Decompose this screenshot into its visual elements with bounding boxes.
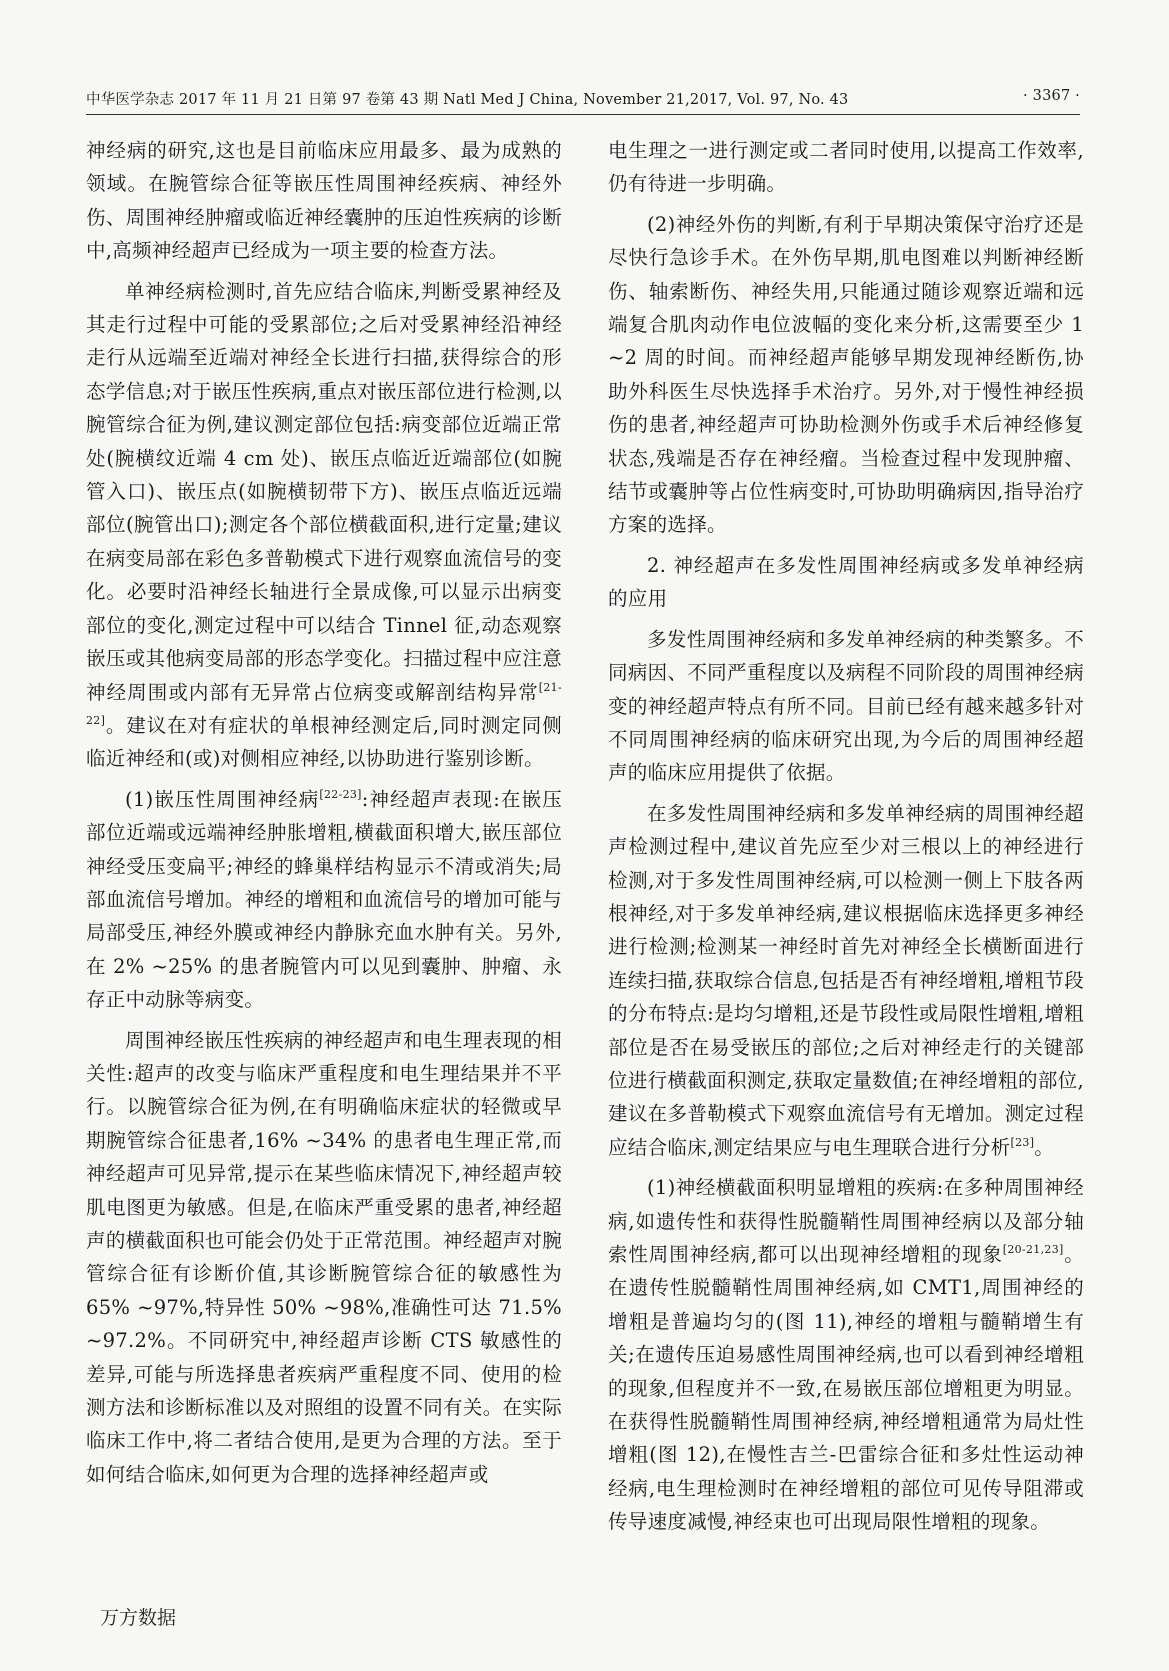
paragraph: 神经病的研究,这也是目前临床应用最多、最为成熟的领域。在腕管综合征等嵌压性周围神经疾病、神经外伤、周围神经肿瘤或临近神经囊肿的压迫性疾病的诊断中,高频神经超声已经成为一项主要的检查方法。 (86, 139, 562, 263)
paragraph: (2)神经外伤的判断,有利于早期决策保守治疗还是尽快行急诊手术。在外伤早期,肌电图难以判断神经断伤、轴索断伤、神经失用,只能通过随诊观察近端和远端复合肌肉动作电位波幅的变化来分析,这需要至少 1 ~2 周的时间。而神经超声能够早期发现神经断伤,协助外科医生尽快选择手术治疗。另外,对于慢性神经损伤的患者,神经超声可协助检测外伤或手术后神经修复状态,残端是否存在神经瘤。当检查过程中发现肿瘤、结节或囊肿等占位性病变时,可协助明确病因,指导治疗方案的选择。 (608, 212, 1084, 537)
right-column (608, 134, 1084, 1546)
paragraph: (1)神经横截面积明显增粗的疾病:在多种周围神经病,如遗传性和获得性脱髓鞘性周围神经病以及部分轴索性周围神经病,都可以出现神经增粗的现象[20-21,23]。在遗传性脱髓鞘性周围神经病,如 CMT1,周围神经的增粗是普遍均匀的(图 11),神经的增粗与髓鞘增生有关;在遗传压迫易感性周围神经病,也可以看到神经增粗的现象,但程度并不一致,在易嵌压部位增粗更为明显。在获得性脱髓鞘性周围神经病,神经增粗通常为局灶性增粗(图 12),在慢性吉兰-巴雷综合征和多灶性运动神经病,电生理检测时在神经增粗的部位可见传导阻滞或传导速度减慢,神经束也可出现局限性增粗的现象。 (608, 1176, 1084, 1534)
citation: [23] (1010, 1135, 1035, 1149)
page-number: · 3367 · (1023, 88, 1080, 104)
left-column (86, 134, 562, 1498)
source-watermark: 万方数据 (100, 1607, 177, 1629)
section-heading: 2. 神经超声在多发性周围神经病或多发单神经病的应用 (608, 553, 1084, 611)
running-header (86, 88, 1080, 112)
citation: [20-21,23] (1002, 1242, 1064, 1256)
paragraph: 电生理之一进行测定或二者同时使用,以提高工作效率,仍有待进一步明确。 (608, 139, 1084, 196)
paragraph: (1)嵌压性周围神经病[22-23]:神经超声表现:在嵌压部位近端或远端神经肿胀增粗,横截面积增大,嵌压部位神经受压变扁平;神经的蜂巢样结构显示不清或消失;局部血流信号增加。神经的增粗和血流信号的增加可能与局部受压,神经外膜或神经内静脉充血水肿有关。另外,在 2% ~25% 的患者腕管内可以见到囊肿、肿瘤、永存正中动脉等病变。 (86, 787, 562, 1012)
paragraph: 多发性周围神经病和多发单神经病的种类繁多。不同病因、不同严重程度以及病程不同阶段的周围神经病变的神经超声特点有所不同。目前已经有越来越多针对不同周围神经病的临床研究出现,为今后的周围神经超声的临床应用提供了依据。 (608, 627, 1084, 785)
citation: [21-22] (86, 680, 562, 727)
header-rule (86, 114, 1080, 115)
paragraph: 在多发性周围神经病和多发单神经病的周围神经超声检测过程中,建议首先应至少对三根以上的神经进行检测,对于多发性周围神经病,可以检测一侧上下肢各两根神经,对于多发单神经病,建议根据临床选择更多神经进行检测;检测某一神经时首先对神经全长横断面进行连续扫描,获取综合信息,包括是否有神经增粗,增粗节段的分布特点:是均匀增粗,还是节段性或局限性增粗,增粗部位是否在易受嵌压的部位;之后对神经走行的关键部位进行横截面积测定,获取定量数值;在神经增粗的部位,建议在多普勒模式下观察血流信号有无增加。测定过程应结合临床,测定结果应与电生理联合进行分析[23]。 (608, 801, 1084, 1159)
citation: [22-23] (319, 787, 362, 801)
journal-citation: 中华医学杂志 2017 年 11 月 21 日第 97 卷第 43 期 Natl Med J China, November 21,2017, Vol. 97, No. 43 (86, 92, 849, 108)
paragraph: 周围神经嵌压性疾病的神经超声和电生理表现的相关性:超声的改变与临床严重程度和电生理结果并不平行。以腕管综合征为例,在有明确临床症状的轻微或早期腕管综合征患者,16% ~34% 的患者电生理正常,而神经超声可见异常,提示在某些临床情况下,神经超声较肌电图更为敏感。但是,在临床严重受累的患者,神经超声的横截面积也可能会仍处于正常范围。神经超声对腕管综合征有诊断价值,其诊断腕管综合征的敏感性为 65% ~97%,特异性 50% ~98%,准确性可达 71.5% ~97.2%。不同研究中,神经超声诊断 CTS 敏感性的差异,可能与所选择患者疾病严重程度不同、使用的检测方法和诊断标准以及对照组的设置不同有关。在实际临床工作中,将二者结合使用,是更为合理的方法。至于如何结合临床,如何更为合理的选择神经超声或 (86, 1028, 562, 1486)
paragraph: 单神经病检测时,首先应结合临床,判断受累神经及其走行过程中可能的受累部位;之后对受累神经沿神经走行从远端至近端对神经全长进行扫描,获得综合的形态学信息;对于嵌压性疾病,重点对嵌压部位进行检测,以腕管综合征为例,建议测定部位包括:病变部位近端正常处(腕横纹近端 4 cm 处)、嵌压点临近近端部位(如腕管入口)、嵌压点(如腕横韧带下方)、嵌压点临近远端部位(腕管出口);测定各个部位横截面积,进行定量;建议在病变局部在彩色多普勒模式下进行观察血流信号的变化。必要时沿神经长轴进行全景成像,可以显示出病变部位的变化,测定过程中可以结合 Tinnel 征,动态观察嵌压或其他病变局部的形态学变化。扫描过程中应注意神经周围或内部有无异常占位病变或解剖结构异常[21-22]。建议在对有症状的单根神经测定后,同时测定同侧临近神经和(或)对侧相应神经,以协助进行鉴别诊断。 (86, 279, 562, 771)
